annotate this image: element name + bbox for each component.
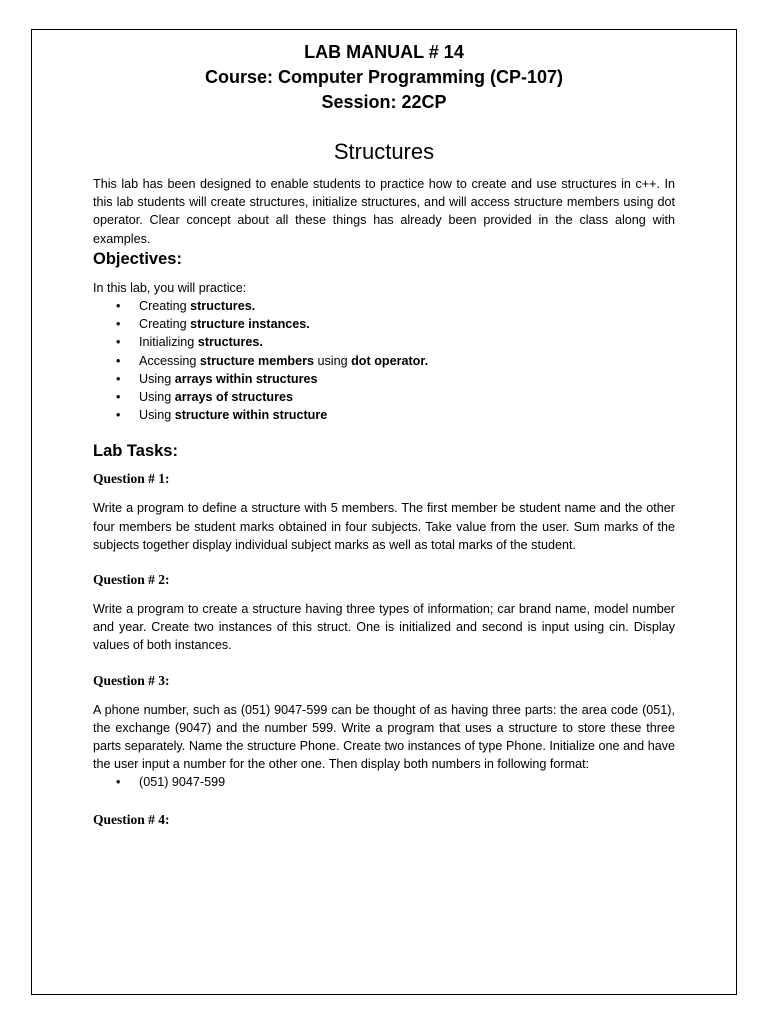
- question-3-text: A phone number, such as (051) 9047-599 can be thought of as having three parts: the area code (051), the exchange (9047) and the number 599. Write a program that uses a structure to store these three parts separately. Name the structure Phone. Create two instances of type Phone. Initialize one and have the user input a number for the other one. Then display both numbers in following format:: [93, 702, 675, 772]
- question-1-label: Question # 1:: [93, 471, 170, 487]
- list-item: • Accessing structure members using dot operator.: [116, 353, 429, 368]
- lab-tasks-heading: Lab Tasks:: [93, 442, 178, 461]
- session: Session: 22CP: [321, 92, 447, 112]
- list-item: • (051) 9047-599: [116, 775, 226, 790]
- list-item: • Initializing structures.: [116, 335, 263, 350]
- question-3-list: [93, 773, 675, 791]
- list-item: • Creating structure instances.: [116, 317, 310, 332]
- list-item: • Creating structures.: [116, 299, 256, 314]
- question-2-label: Question # 2:: [93, 572, 170, 588]
- list-item: • Using arrays within structures: [116, 371, 318, 386]
- list-item: • Using structure within structure: [116, 408, 328, 423]
- document-body: [93, 40, 675, 828]
- page-title: Structures: [333, 139, 435, 164]
- objectives-lead: In this lab, you will practice:: [93, 280, 247, 295]
- objectives-list: [93, 297, 675, 424]
- lab-manual-number: LAB MANUAL # 14: [304, 42, 464, 62]
- question-2-text: Write a program to create a structure having three types of information; car brand name, model number and year. Create two instances of this struct. One is initialized and second is input using cin. Display values of both instances.: [93, 602, 675, 653]
- question-1-text: Write a program to define a structure with 5 members. The first member be student name and the other four members be student marks obtained in four subjects. Take value from the user. Sum marks of the subjects together display individual subject marks as well as total marks of the student.: [93, 501, 675, 552]
- intro-paragraph: This lab has been designed to enable students to practice how to create and use structures in c++. In this lab students will create structures, initialize structures, and will access structure members using dot operator. Clear concept about all these things has already been provided in the class along with examples.: [93, 177, 675, 246]
- objectives-heading: Objectives:: [93, 249, 182, 268]
- question-3-label: Question # 3:: [93, 672, 170, 688]
- document-header: [93, 40, 675, 115]
- course-name: Course: Computer Programming (CP-107): [204, 67, 564, 87]
- list-item: • Using arrays of structures: [116, 390, 293, 405]
- question-4-label: Question # 4:: [93, 811, 170, 827]
